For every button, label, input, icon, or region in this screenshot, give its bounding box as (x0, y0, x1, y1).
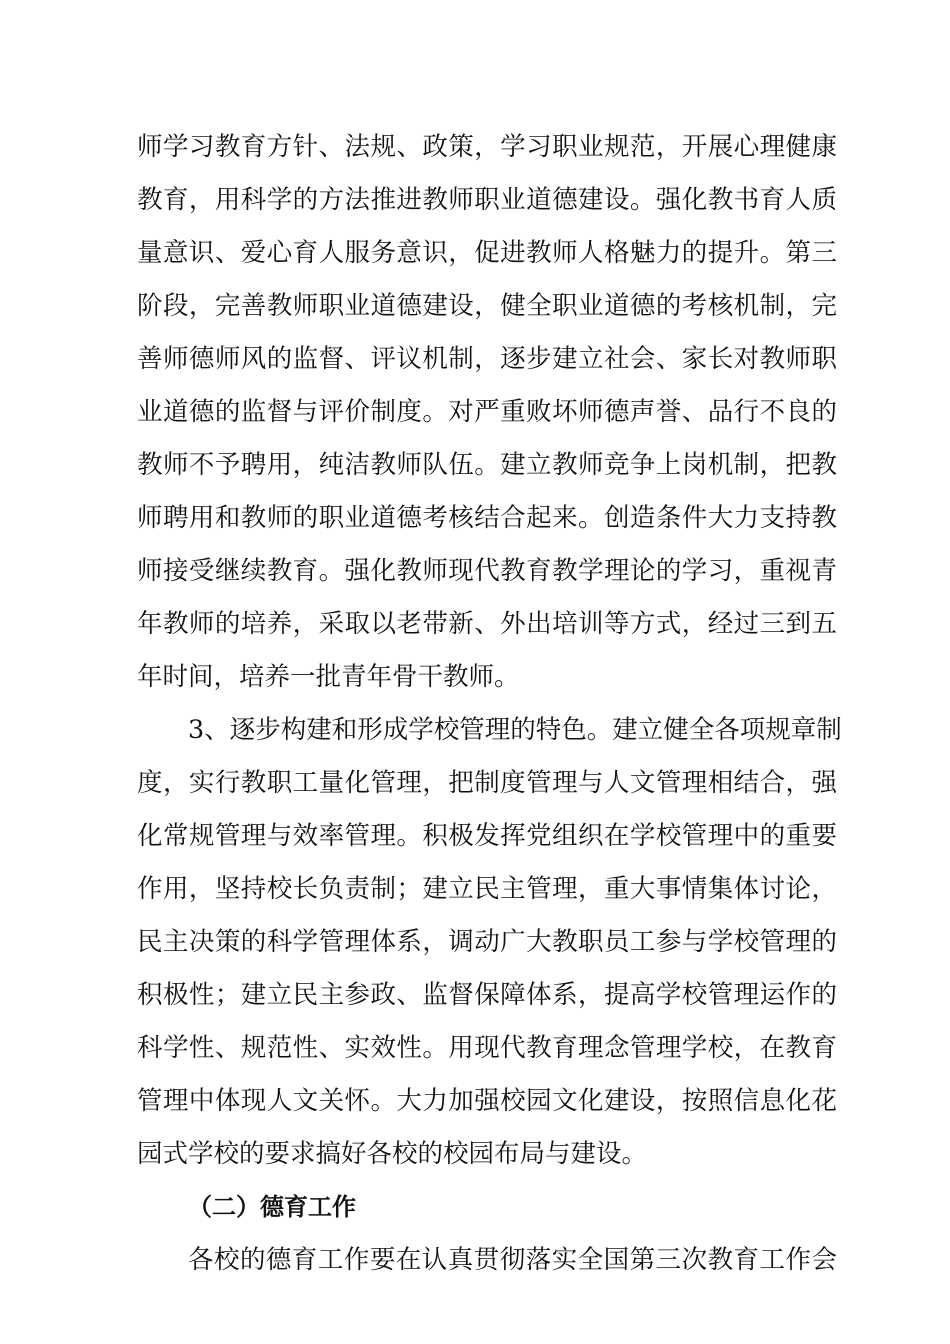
paragraph-2-line-7: 科学性、规范性、实效性。用现代教育理念管理学校，在教育 (137, 1033, 837, 1063)
paragraph-2-line-2: 度，实行教职工量化管理，把制度管理与人文管理相结合，强 (137, 768, 837, 798)
paragraph-2-line-8: 管理中体现人文关怀。大力加强校园文化建设，按照信息化花 (137, 1086, 837, 1116)
paragraph-1-line-10: 年教师的培养，采取以老带新、外出培训等方式，经过三到五 (137, 609, 837, 639)
section-heading: （二）德育工作 (188, 1193, 356, 1221)
paragraph-1-line-4: 阶段，完善教师职业道德建设，健全职业道德的考核机制，完 (137, 291, 837, 321)
paragraph-1-line-9: 师接受继续教育。强化教师现代教育教学理论的学习，重视青 (137, 556, 837, 586)
paragraph-1-line-6: 业道德的监督与评价制度。对严重败坏师德声誉、品行不良的 (137, 397, 837, 427)
paragraph-1-line-2: 教育，用科学的方法推进教师职业道德建设。强化教书育人质 (137, 185, 837, 215)
paragraph-2-line-6: 积极性；建立民主参政、监督保障体系，提高学校管理运作的 (137, 980, 837, 1010)
paragraph-2-line-3: 化常规管理与效率管理。积极发挥党组织在学校管理中的重要 (137, 821, 837, 851)
paragraph-1-line-8: 师聘用和教师的职业道德考核结合起来。创造条件大力支持教 (137, 503, 837, 533)
paragraph-2-line-1: 3、逐步构建和形成学校管理的特色。建立健全各项规章制 (188, 715, 842, 745)
paragraph-1-line-11: 年时间，培养一批青年骨干教师。 (137, 662, 520, 692)
paragraph-1-line-1: 师学习教育方针、法规、政策，学习职业规范，开展心理健康 (137, 132, 837, 162)
paragraph-2-line-5: 民主决策的科学管理体系，调动广大教职员工参与学校管理的 (137, 927, 837, 957)
paragraph-1-line-7: 教师不予聘用，纯洁教师队伍。建立教师竞争上岗机制，把教 (137, 450, 837, 480)
paragraph-1-line-5: 善师德师风的监督、评议机制，逐步建立社会、家长对教师职 (137, 344, 837, 374)
paragraph-3-line-1: 各校的德育工作要在认真贯彻落实全国第三次教育工作会 (188, 1245, 837, 1275)
paragraph-2-line-9: 园式学校的要求搞好各校的校园布局与建设。 (137, 1139, 648, 1169)
paragraph-2-line-4: 作用，坚持校长负责制；建立民主管理，重大事情集体讨论， (137, 874, 837, 904)
paragraph-1-line-3: 量意识、爱心育人服务意识，促进教师人格魅力的提升。第三 (137, 238, 837, 268)
